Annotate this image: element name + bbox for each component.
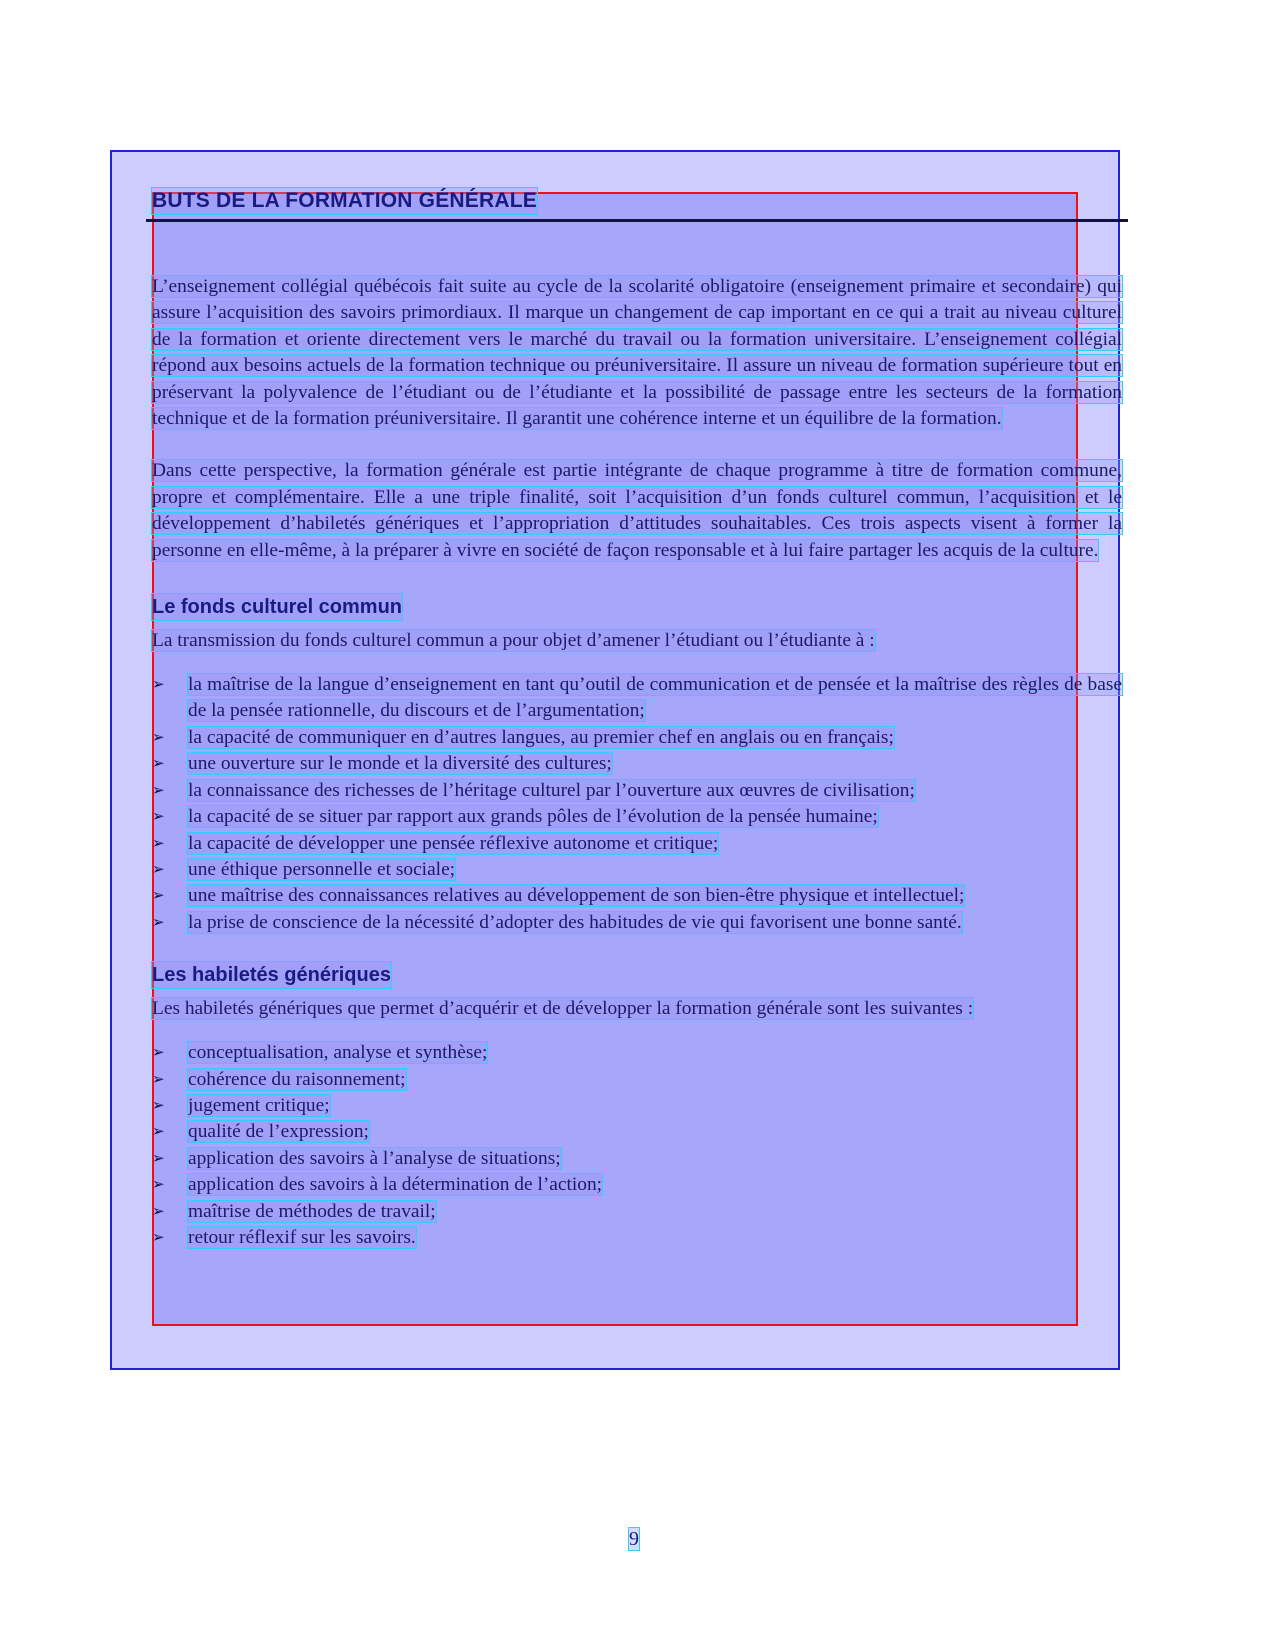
page-title: BUTS DE LA FORMATION GÉNÉRALE xyxy=(152,189,537,212)
list-item xyxy=(152,778,1122,804)
list-item-text: retour réflexif sur les savoirs. xyxy=(188,1226,416,1248)
section-intro-text: La transmission du fonds culturel commun a pour objet d’amener l’étudiant ou l’étudiante à : xyxy=(152,630,875,652)
list-item-text: la capacité de se situer par rapport aux grands pôles de l’évolution de la pensée humaine; xyxy=(188,806,878,828)
list-item xyxy=(152,910,1122,936)
bullet-list-fonds-culturel xyxy=(152,672,1122,936)
paragraph-text: L’enseignement collégial québécois fait suite au cycle de la scolarité obligatoire (enseignement primaire et secondaire) qui assure l’acquisition des savoirs primordiaux. Il marque un changement de cap important en ce qui a trait au niveau culturel de la formation et oriente directement vers le marché du travail ou la formation universitaire. L’enseignement collégial répond aux besoins actuels de la formation technique ou préuniversitaire. Il assure un niveau de formation supérieure tout en préservant la polyvalence de l’étudiant ou de l’étudiante et la possibilité de passage entre les secteurs de la formation technique et de la formation préuniversitaire. Il garantit une cohérence interne et un équilibre de la formation. xyxy=(152,276,1122,430)
paragraph-text: Dans cette perspective, la formation générale est partie intégrante de chaque programme à titre de formation commune, propre et complémentaire. Elle a une triple finalité, soit l’acquisition d’un fonds culturel commun, l’acquisition et le développement d’habiletés génériques et l’appropriation d’attitudes souhaitables. Ces trois aspects visent à former la personne en elle-même, à la préparer à vivre en société de façon responsable et à lui faire partager les acquis de la culture. xyxy=(152,460,1122,561)
list-item-text: maîtrise de méthodes de travail; xyxy=(188,1200,436,1222)
arrow-bullet-icon: ➢ xyxy=(152,809,165,826)
list-item xyxy=(152,1172,1122,1198)
section-intro xyxy=(152,996,1122,1022)
list-item-text: application des savoirs à la détermination de l’action; xyxy=(188,1174,603,1196)
list-item xyxy=(152,1093,1122,1119)
list-item-text: la connaissance des richesses de l’héritage culturel par l’ouverture aux œuvres de civilisation; xyxy=(188,779,915,801)
list-item xyxy=(152,883,1122,909)
page-number: 9 xyxy=(629,1528,639,1550)
arrow-bullet-icon: ➢ xyxy=(152,677,165,694)
list-item-text: application des savoirs à l’analyse de situations; xyxy=(188,1147,561,1169)
arrow-bullet-icon: ➢ xyxy=(152,1071,165,1088)
list-item-text: une éthique personnelle et sociale; xyxy=(188,858,456,880)
list-item xyxy=(152,751,1122,777)
arrow-bullet-icon: ➢ xyxy=(152,1203,165,1220)
section-intro-text: Les habiletés génériques que permet d’acquérir et de développer la formation générale sont les suivantes : xyxy=(152,998,974,1020)
arrow-bullet-icon: ➢ xyxy=(152,756,165,773)
section-heading-habiletes: Les habiletés génériques xyxy=(152,964,391,987)
list-item-text: une maîtrise des connaissances relatives au développement de son bien-être physique et intellectuel; xyxy=(188,885,965,907)
list-item xyxy=(152,1040,1122,1066)
arrow-bullet-icon: ➢ xyxy=(152,861,165,878)
list-item xyxy=(152,1199,1122,1225)
list-item-text: la capacité de développer une pensée réflexive autonome et critique; xyxy=(188,832,719,854)
arrow-bullet-icon: ➢ xyxy=(152,835,165,852)
list-item-text: cohérence du raisonnement; xyxy=(188,1068,406,1090)
list-item xyxy=(152,1225,1122,1251)
paragraph-intro xyxy=(152,274,1122,432)
list-item-text: la capacité de communiquer en d’autres langues, au premier chef en anglais ou en français; xyxy=(188,726,894,748)
list-item-text: qualité de l’expression; xyxy=(188,1121,369,1143)
list-item-text: jugement critique; xyxy=(188,1094,330,1116)
paragraph-perspective xyxy=(152,458,1122,564)
arrow-bullet-icon: ➢ xyxy=(152,1177,165,1194)
section-heading-fonds-culturel: Le fonds culturel commun xyxy=(152,596,403,619)
list-item xyxy=(152,1146,1122,1172)
list-item xyxy=(152,1119,1122,1145)
arrow-bullet-icon: ➢ xyxy=(152,1229,165,1246)
arrow-bullet-icon: ➢ xyxy=(152,888,165,905)
arrow-bullet-icon: ➢ xyxy=(152,1124,165,1141)
arrow-bullet-icon: ➢ xyxy=(152,1097,165,1114)
document-body xyxy=(152,188,1122,1251)
section-intro xyxy=(152,628,1122,654)
arrow-bullet-icon: ➢ xyxy=(152,1045,165,1062)
arrow-bullet-icon: ➢ xyxy=(152,782,165,799)
list-item-text: conceptualisation, analyse et synthèse; xyxy=(188,1042,488,1064)
list-item xyxy=(152,831,1122,857)
list-item xyxy=(152,857,1122,883)
arrow-bullet-icon: ➢ xyxy=(152,1150,165,1167)
list-item xyxy=(152,672,1122,725)
bullet-list-habiletes xyxy=(152,1040,1122,1251)
list-item-text: la prise de conscience de la nécessité d’adopter des habitudes de vie qui favorisent une bonne santé. xyxy=(188,911,962,933)
arrow-bullet-icon: ➢ xyxy=(152,914,165,931)
list-item xyxy=(152,1067,1122,1093)
list-item-text: une ouverture sur le monde et la diversité des cultures; xyxy=(188,753,612,775)
list-item xyxy=(152,804,1122,830)
list-item xyxy=(152,725,1122,751)
list-item-text: la maîtrise de la langue d’enseignement en tant qu’outil de communication et de pensée et la maîtrise des règles de base de la pensée rationnelle, du discours et de l’argumentation; xyxy=(188,674,1122,722)
arrow-bullet-icon: ➢ xyxy=(152,729,165,746)
